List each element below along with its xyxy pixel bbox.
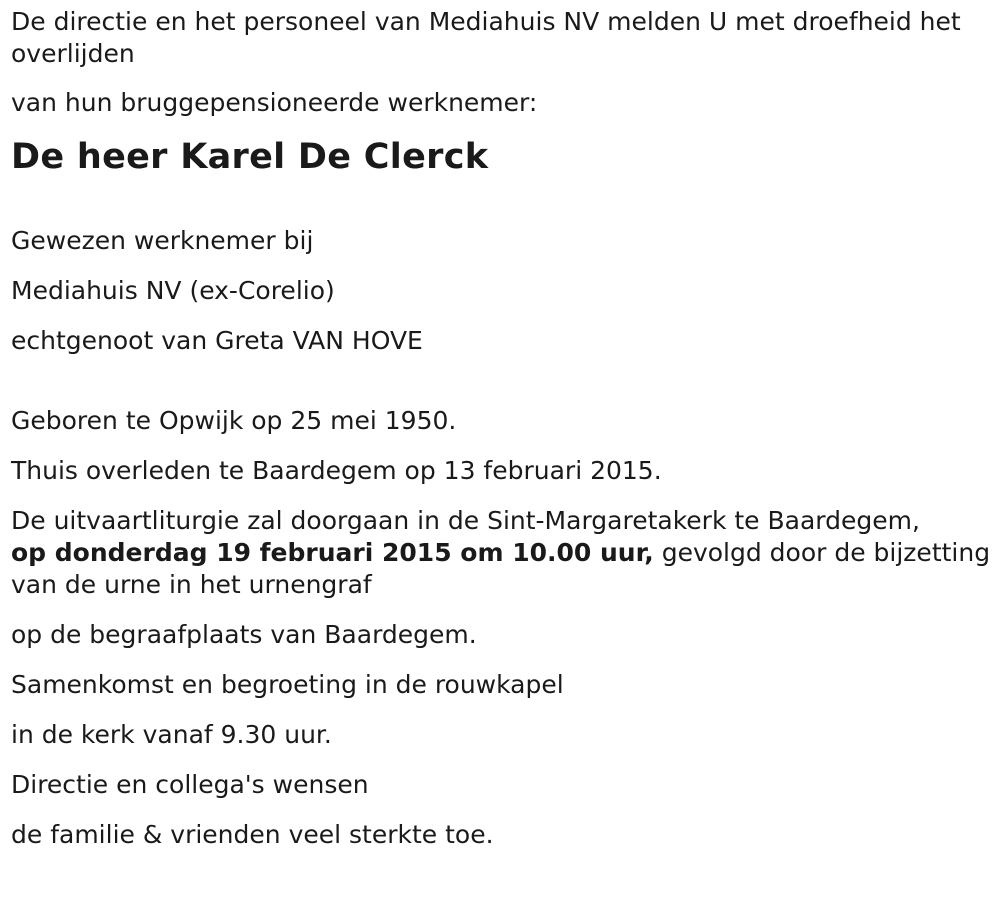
funeral-intro: De uitvaartliturgie zal doorgaan in de Sint-Margaretakerk te Baardegem,	[11, 506, 920, 535]
obituary-notice	[11, 6, 991, 869]
spacer	[11, 375, 991, 405]
intro-text: De directie en het personeel van Mediahuis NV melden U met droefheid het overlijden	[11, 7, 961, 68]
death-line: Thuis overleden te Baardegem op 13 februari 2015.	[11, 456, 662, 485]
spouse-line: echtgenoot van Greta VAN HOVE	[11, 326, 423, 355]
funeral-date: op donderdag 19 februari 2015 om 10.00 uur,	[11, 538, 654, 567]
role-line-2: Mediahuis NV (ex-Corelio)	[11, 276, 335, 305]
gathering-line-1: Samenkomst en begroeting in de rouwkapel	[11, 670, 564, 699]
wish-line-1: Directie en collega's wensen	[11, 770, 369, 799]
role-line-1: Gewezen werknemer bij	[11, 226, 314, 255]
birth-line: Geboren te Opwijk op 25 mei 1950.	[11, 406, 457, 435]
funeral-paragraph	[11, 505, 991, 601]
wish-line-2: de familie & vrienden veel sterkte toe.	[11, 820, 494, 849]
cemetery-line: op de begraafplaats van Baardegem.	[11, 620, 477, 649]
gathering-line-2: in de kerk vanaf 9.30 uur.	[11, 720, 332, 749]
spacer	[11, 177, 991, 225]
deceased-name: De heer Karel De Clerck	[11, 137, 489, 177]
funeral-rest: gevolgd door de bijzetting van de urne in het urnengraf	[11, 538, 991, 599]
intro-text-2: van hun bruggepensioneerde werknemer:	[11, 88, 538, 117]
